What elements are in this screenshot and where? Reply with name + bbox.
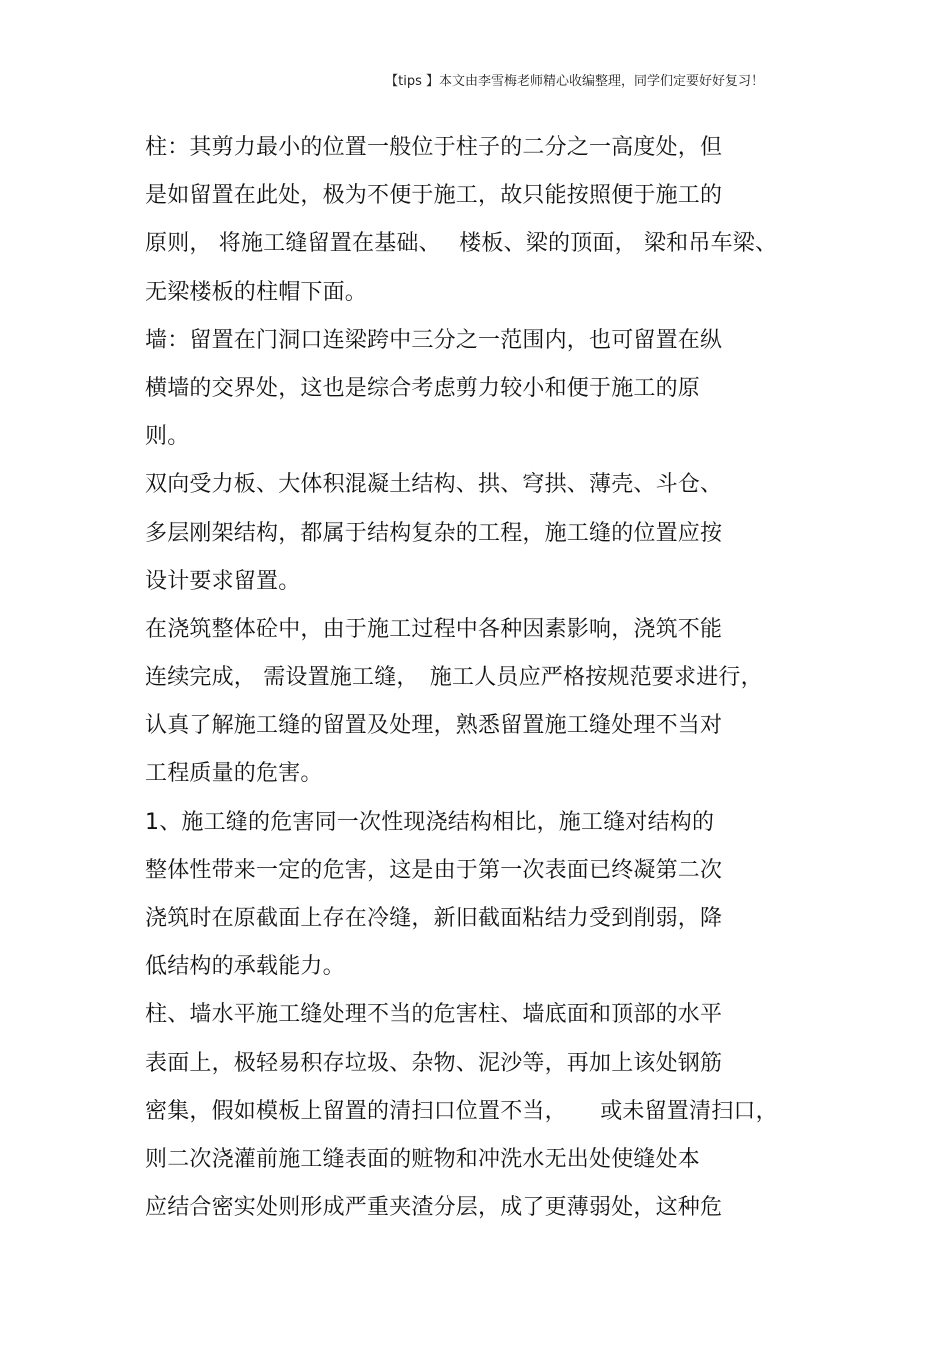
text-line: 柱：其剪力最小的位置一般位于柱子的二分之一高度处，但 bbox=[145, 135, 723, 160]
text-line: 是如留置在此处，极为不便于施工，故只能按照便于施工的 bbox=[145, 183, 723, 209]
text-line: 无梁楼板的柱帽下面。 bbox=[145, 279, 368, 305]
text-line: 横墙的交界处，这也是综合考虑剪力较小和便于施工的原 bbox=[145, 375, 701, 401]
text-line: 浇筑时在原截面上存在冷缝，新旧截面粘结力受到削弱，降 bbox=[145, 906, 723, 931]
text-line: 多层刚架结构，都属于结构复杂的工程，施工缝的位置应按 bbox=[145, 520, 723, 546]
header-tip-note: 【tips 】本文由李雪梅老师精心收编整理，同学们定要好好复习！ bbox=[385, 74, 764, 89]
text-line: 应结合密实处则形成严重夹渣分层，成了更薄弱处，这种危 bbox=[145, 1195, 723, 1221]
text-line: 认真了解施工缝的留置及处理，熟悉留置施工缝处理不当对 bbox=[145, 713, 723, 739]
text-line: 密集，假如模板上留置的清扫口位置不当， 或未留置清扫口， bbox=[145, 1098, 778, 1124]
text-line: 整体性带来一定的危害，这是由于第一次表面已终凝第二次 bbox=[145, 857, 723, 883]
text-line: 双向受力板、大体积混凝土结构、拱、穹拱、薄壳、斗仓、 bbox=[145, 472, 723, 498]
text-line: 连续完成， 需设置施工缝， 施工人员应严格按规范要求进行， bbox=[145, 665, 763, 691]
text-line: 低结构的承载能力。 bbox=[145, 954, 345, 980]
text-line: 1、施工缝的危害同一次性现浇结构相比，施工缝对结构的 bbox=[145, 809, 715, 835]
document-body bbox=[145, 124, 805, 1232]
text-line: 则二次浇灌前施工缝表面的赃物和冲洗水无出处使缝处本 bbox=[145, 1146, 701, 1172]
text-line: 表面上，极轻易积存垃圾、杂物、泥沙等，再加上该处钢筋 bbox=[145, 1050, 723, 1076]
text-line: 工程质量的危害。 bbox=[145, 761, 323, 787]
text-line: 设计要求留置。 bbox=[145, 568, 301, 594]
text-line: 原则， 将施工缝留置在基础、 楼板、梁的顶面， 梁和吊车梁、 bbox=[145, 231, 778, 257]
text-line: 在浇筑整体砼中，由于施工过程中各种因素影响，浇筑不能 bbox=[145, 616, 723, 642]
text-line: 则。 bbox=[145, 424, 190, 450]
text-line: 柱、墙水平施工缝处理不当的危害柱、墙底面和顶部的水平 bbox=[145, 1002, 723, 1028]
text-line: 墙：留置在门洞口连梁跨中三分之一范围内，也可留置在纵 bbox=[145, 327, 723, 353]
